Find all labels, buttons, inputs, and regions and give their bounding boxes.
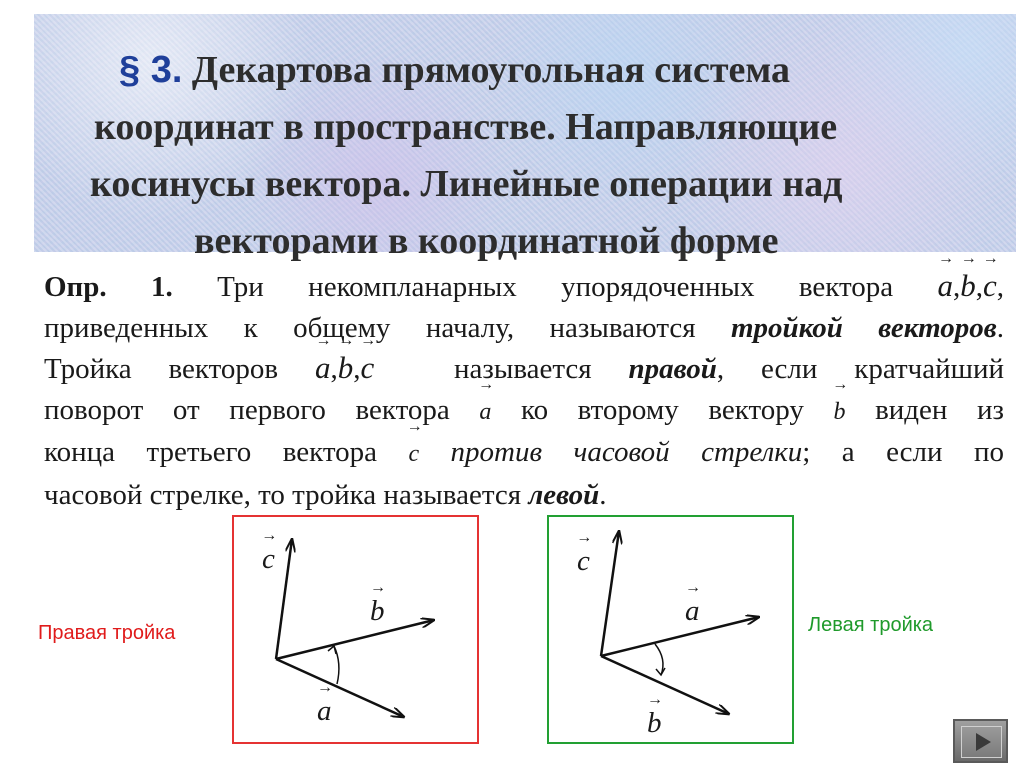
vector-a-arrow [601,617,759,656]
label-c: → c [262,543,275,576]
term-left: левой [528,478,600,511]
vector-c-arrow [601,531,619,656]
definition-line-6: часовой стрелке, то тройка называется левой. [44,478,607,511]
term-right: правой [628,353,717,385]
definition-line-2: приведенных к общему началу, называются тройкой векторов. [44,311,1004,344]
vector-b: → b [833,392,845,433]
title-line-4: векторами в координатной форме [194,220,779,262]
vector-c-arrow [276,539,292,659]
definition-line-1: Опр. 1. Три некомпланарных упорядоченных вектора → a,→ b,→ c, [44,266,1004,308]
definition-line-3: Тройка векторов → a,→ b,→ c называется правой, если кратчайший [44,348,1004,390]
slide-title [34,42,1016,270]
term-counterclockwise: против часовой стрелки [450,436,803,468]
title-banner [34,14,1016,262]
label-b: → b [370,595,385,628]
left-triple-label: Левая тройка [808,614,934,636]
next-slide-button[interactable] [953,719,1008,763]
definition-label: Опр. 1. [44,271,173,303]
definition-block [44,266,1004,515]
vector-c: → c [408,434,419,475]
play-next-icon [976,733,991,751]
right-triple-label: Правая тройка [38,622,176,644]
vector-triple: → a,→ b,→ c, [938,271,1005,303]
right-triple-diagram [232,515,479,744]
label-a: → a [317,695,332,728]
vector-triple: → a,→ b,→ c [315,353,374,385]
label-b: → b [647,707,662,740]
term-triple: тройкой векторов [730,311,997,344]
vector-a: → a [479,392,491,433]
vector-a-arrow [276,659,404,717]
title-line-2: координат в пространстве. Направляющие [94,106,838,148]
title-line-3: косинусы вектора. Линейные операции над [90,163,843,205]
definition-line-5: конца третьего вектора → c против часовой стрелки; а если по [44,432,1004,475]
left-triple-diagram [547,515,794,744]
label-c: → c [577,545,590,578]
section-number: § 3. [119,49,183,91]
vector-b-arrow [601,656,729,714]
title-line-1: Декартова прямоугольная система [191,49,791,91]
definition-line-4: поворот от первого вектора → a ко второму вектору → b виден из [44,390,1004,433]
vector-b-arrow [276,620,434,659]
label-a: → a [685,595,700,628]
